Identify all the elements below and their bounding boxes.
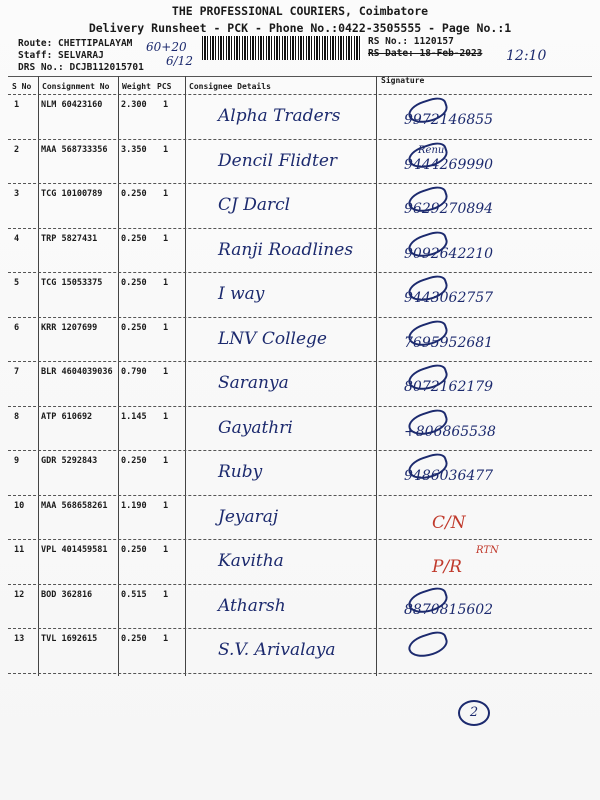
signature-note: Renu: [418, 144, 445, 156]
row-separator: [8, 317, 592, 318]
row-separator: [8, 139, 592, 140]
consignment-number: NLM 60423160: [41, 100, 103, 110]
consignment-number: TRP 5827431: [41, 233, 98, 244]
col-header-weight: Weight: [122, 82, 151, 91]
col-header-consignment: Consignment No: [42, 82, 110, 91]
weight-value: 0.250: [121, 189, 147, 199]
signature-text: 9443062757: [404, 290, 494, 306]
consignee-name: Gayathri: [218, 417, 293, 438]
row-separator: [8, 450, 592, 451]
barcode: [202, 36, 362, 60]
consignee-name: I way: [218, 284, 265, 304]
consignee-name: Saranya: [218, 373, 289, 393]
signature-text: +806865538: [404, 423, 496, 440]
col-divider: [376, 76, 377, 676]
row-sno: 10: [14, 500, 25, 511]
staff-label: Staff: SELVARAJ: [18, 50, 104, 61]
consignment-number: GDR 5292843: [41, 456, 98, 466]
signature-text: 9444269990: [404, 156, 494, 173]
row-separator: [8, 673, 592, 674]
row-sno: 4: [14, 233, 20, 244]
consignee-name: Ruby: [218, 462, 263, 482]
weight-value: 2.300: [121, 100, 147, 110]
consignee-name: Alpha Traders: [218, 106, 341, 126]
consignment-number: KRR 1207699: [41, 322, 98, 333]
weight-value: 0.250: [121, 456, 147, 466]
hand-count-top: 60+20: [146, 40, 187, 54]
consignment-number: ATP 610692: [41, 411, 93, 422]
drs-number: DRS No.: DCJB112015701: [18, 62, 144, 73]
row-sno: 3: [14, 189, 20, 199]
row-separator: [8, 584, 592, 585]
col-divider: [38, 76, 39, 676]
consignment-number: TVL 1692615: [41, 634, 98, 644]
signature-text: P/R: [432, 557, 462, 577]
signature-text: 9629270894: [404, 201, 494, 217]
signature-note: RTN: [476, 545, 499, 556]
col-header-signature: Signature: [381, 76, 425, 85]
col-header-pcs: PCS: [157, 82, 172, 91]
col-header-sno: S No: [12, 82, 32, 91]
col-divider: [185, 76, 186, 676]
row-sno: 7: [14, 367, 20, 377]
pcs-value: 1: [163, 100, 169, 110]
signature-text: 7695952681: [404, 334, 494, 351]
row-separator: [8, 406, 592, 407]
company-title: THE PROFESSIONAL COURIERS, Coimbatore: [171, 4, 429, 18]
pcs-value: 1: [163, 589, 169, 600]
row-sno: 2: [14, 144, 20, 155]
consignment-number: TCG 10100789: [41, 189, 103, 199]
weight-value: 0.790: [121, 367, 147, 377]
signature-text: C/N: [432, 512, 466, 533]
consignee-name: Dencil Flidter: [218, 150, 338, 171]
row-separator: [8, 495, 592, 496]
pcs-value: 1: [163, 500, 169, 511]
header-rule: [8, 94, 592, 95]
hand-count-bottom: 6/12: [166, 54, 193, 68]
signature-text: 8870815602: [404, 601, 494, 618]
row-sno: 1: [14, 100, 20, 110]
weight-value: 1.145: [121, 411, 147, 422]
weight-value: 0.250: [121, 545, 147, 555]
row-separator: [8, 228, 592, 229]
row-separator: [8, 272, 592, 273]
row-sno: 5: [14, 278, 20, 288]
pcs-value: 1: [163, 189, 169, 199]
rs-date: RS Date: 18-Feb-2023: [368, 48, 483, 59]
consignee-name: Kavitha: [218, 551, 284, 571]
col-header-consignee: Consignee Details: [189, 82, 271, 91]
col-divider: [118, 76, 119, 676]
weight-value: 3.350: [121, 144, 147, 155]
weight-value: 0.250: [121, 233, 147, 244]
signature-text: 8072162179: [404, 379, 494, 395]
consignee-name: Jeyaraj: [218, 506, 279, 527]
consignment-number: MAA 568658261: [41, 500, 108, 511]
row-sno: 11: [14, 545, 25, 555]
pcs-value: 1: [163, 411, 169, 422]
row-sno: 6: [14, 322, 20, 333]
signature-scribble: [406, 628, 451, 661]
rs-number: RS No.: 1120157: [368, 36, 454, 47]
row-sno: 12: [14, 589, 25, 600]
weight-value: 1.190: [121, 500, 147, 511]
weight-value: 0.250: [121, 322, 147, 333]
consignment-number: TCG 15053375: [41, 278, 103, 288]
row-separator: [8, 539, 592, 540]
weight-value: 0.250: [121, 634, 147, 644]
consignee-name: S.V. Arivalaya: [218, 640, 336, 660]
signature-text: 9972146855: [404, 112, 494, 128]
consignee-name: LNV College: [218, 328, 327, 349]
signature-text: 9486036477: [404, 468, 494, 484]
weight-value: 0.250: [121, 278, 147, 288]
hand-time: 12:10: [506, 48, 547, 64]
consignment-number: BOD 362816: [41, 589, 93, 600]
row-separator: [8, 183, 592, 184]
row-sno: 13: [14, 634, 25, 644]
pcs-value: 1: [163, 233, 169, 244]
consignment-number: BLR 4604039036: [41, 367, 113, 377]
table-top-rule: [8, 76, 592, 77]
consignee-name: CJ Darcl: [218, 195, 291, 215]
consignee-name: Ranji Roadlines: [218, 239, 354, 260]
pcs-value: 1: [163, 322, 169, 333]
row-separator: [8, 361, 592, 362]
page-mark-circle: 2: [458, 700, 490, 726]
pcs-value: 1: [163, 456, 169, 466]
route-label: Route: CHETTIPALAYAM: [18, 38, 133, 49]
runsheet-subtitle: Delivery Runsheet - PCK - Phone No.:0422-3505555 - Page No.:1: [88, 21, 512, 35]
consignee-name: Atharsh: [218, 595, 286, 616]
row-sno: 8: [14, 411, 20, 422]
row-sno: 9: [14, 456, 20, 466]
consignment-number: VPL 401459581: [41, 545, 108, 555]
weight-value: 0.515: [121, 589, 147, 600]
row-separator: [8, 628, 592, 629]
pcs-value: 1: [163, 144, 169, 155]
pcs-value: 1: [163, 545, 169, 555]
pcs-value: 1: [163, 634, 169, 644]
pcs-value: 1: [163, 367, 169, 377]
pcs-value: 1: [163, 278, 169, 288]
consignment-number: MAA 568733356: [41, 144, 108, 155]
signature-text: 9092642210: [404, 245, 494, 262]
